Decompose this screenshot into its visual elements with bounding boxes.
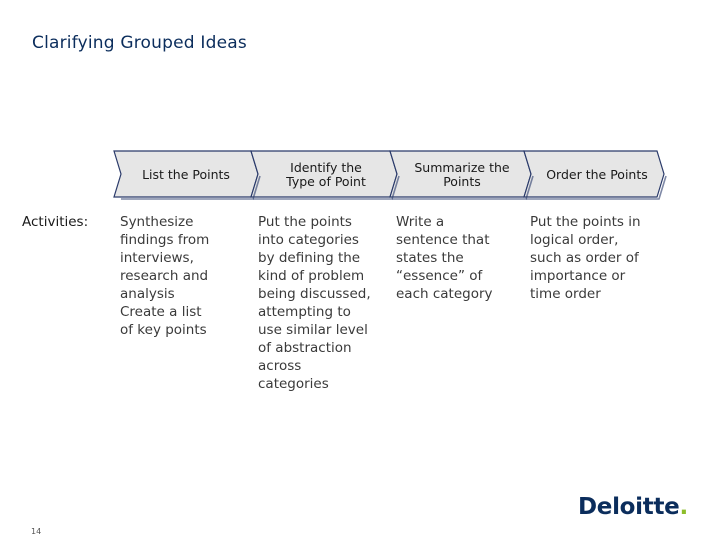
activities-label: Activities: xyxy=(22,214,89,230)
step-3-label: Summarize the Points xyxy=(414,160,510,189)
logo-dot: . xyxy=(679,494,688,520)
page-number: 14 xyxy=(31,527,42,536)
deloitte-logo xyxy=(578,494,688,520)
step-4-label: Order the Points xyxy=(546,167,648,182)
logo-text: Deloitte xyxy=(578,494,680,520)
step-1-label: List the Points xyxy=(142,167,230,182)
step-2-description: Put the points into categories by defining the kind of problem being discussed, attempting to use similar level of abstraction across categories xyxy=(258,214,371,392)
slide-title: Clarifying Grouped Ideas xyxy=(32,33,247,53)
step-3-description: Write a sentence that states the “essence” of each category xyxy=(396,214,493,302)
step-1-description: Synthesize findings from interviews, research and analysis Create a list of key points xyxy=(120,214,210,338)
step-2-label: Identify the Type of Point xyxy=(286,160,366,189)
step-4-description: Put the points in logical order, such as order of importance or time order xyxy=(530,214,641,302)
